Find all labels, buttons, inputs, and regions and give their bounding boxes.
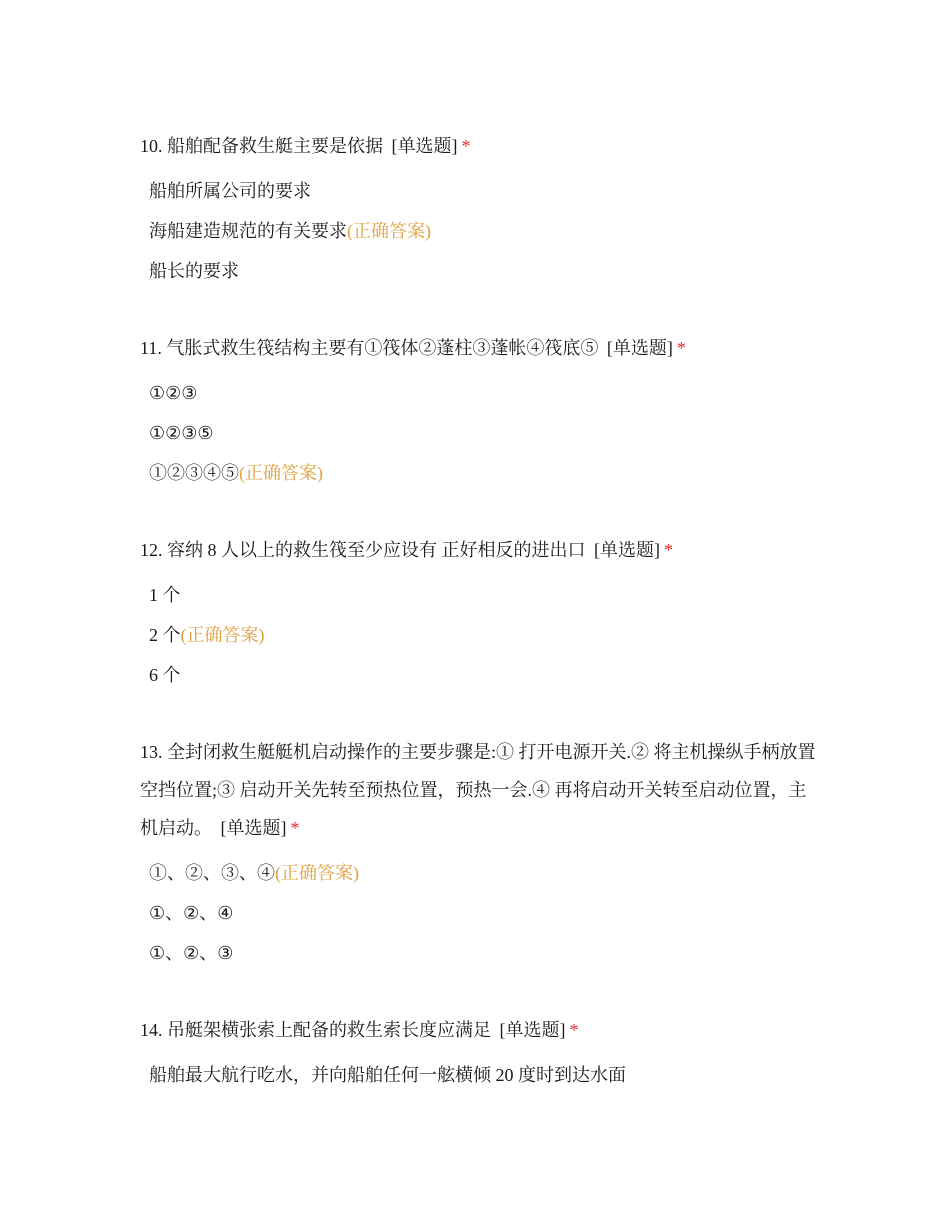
- option[interactable]: [149, 655, 820, 695]
- option[interactable]: [149, 251, 820, 291]
- required-mark: *: [569, 1020, 579, 1040]
- option-text: ①、②、③: [149, 943, 234, 963]
- question-title: [140, 733, 820, 847]
- option[interactable]: [149, 171, 820, 211]
- question-title: [140, 531, 820, 569]
- option[interactable]: [149, 853, 820, 893]
- option-text: ①②③④⑤: [149, 463, 239, 483]
- option-text: 船舶最大航行吃水，并向船舶任何一舷横倾 20 度时到达水面: [149, 1065, 626, 1085]
- question-type: [单选题]: [220, 818, 287, 838]
- question-title: [140, 329, 820, 367]
- option[interactable]: [149, 933, 820, 973]
- question-number: 11.: [140, 338, 162, 358]
- correct-answer-label: (正确答案): [275, 863, 359, 883]
- question-title: [140, 127, 820, 165]
- option[interactable]: [149, 453, 820, 493]
- option[interactable]: [149, 373, 820, 413]
- option-text: ①②③: [149, 383, 198, 403]
- question-number: 14.: [140, 1020, 163, 1040]
- option[interactable]: [149, 575, 820, 615]
- question-text: 气胀式救生筏结构主要有①筏体②蓬柱③蓬帐④筏底⑤: [166, 338, 599, 358]
- question-number: 12.: [140, 540, 163, 560]
- option-text: 船舶所属公司的要求: [149, 181, 311, 201]
- required-mark: *: [461, 136, 471, 156]
- option-text: 1 个: [149, 585, 181, 605]
- question-type: [单选题]: [594, 540, 660, 560]
- option-text: 2 个: [149, 625, 181, 645]
- option-text: ①、②、④: [149, 903, 234, 923]
- question-number: 10.: [140, 136, 163, 156]
- question-title: [140, 1011, 820, 1049]
- option-text: ①、②、③、④: [149, 863, 275, 883]
- options-list: [140, 373, 820, 493]
- option[interactable]: [149, 211, 820, 251]
- question-type: [单选题]: [391, 136, 458, 156]
- question-text: 全封闭救生艇艇机启动操作的主要步骤是:① 打开电源开关.② 将主机操纵手柄放置空挡位置;③ 启动开关先转至预热位置，预热一会.④ 再将启动开关转至启动位置，主机启动。: [140, 742, 816, 838]
- option[interactable]: [149, 413, 820, 453]
- option-text: ①②③⑤: [149, 423, 214, 443]
- question-number: 13.: [140, 742, 163, 762]
- question-text: 吊艇架横张索上配备的救生索长度应满足: [167, 1020, 491, 1040]
- question-10: [140, 127, 820, 291]
- correct-answer-label: (正确答案): [347, 221, 431, 241]
- question-type: [单选题]: [499, 1020, 566, 1040]
- required-mark: *: [664, 540, 673, 560]
- options-list: [140, 575, 820, 695]
- question-11: [140, 329, 820, 493]
- question-type: [单选题]: [606, 338, 673, 358]
- question-text: 容纳 8 人以上的救生筏至少应设有 正好相反的进出口: [167, 540, 586, 560]
- option-text: 船长的要求: [149, 261, 239, 281]
- question-13: [140, 733, 820, 973]
- required-mark: *: [290, 818, 300, 838]
- question-14: [140, 1011, 820, 1095]
- option[interactable]: [149, 1055, 820, 1095]
- options-list: [140, 853, 820, 973]
- correct-answer-label: (正确答案): [239, 463, 323, 483]
- option[interactable]: [149, 893, 820, 933]
- correct-answer-label: (正确答案): [180, 625, 265, 645]
- question-text: 船舶配备救生艇主要是依据: [167, 136, 383, 156]
- options-list: [140, 1055, 820, 1095]
- option-text: 6 个: [149, 665, 181, 685]
- option[interactable]: [149, 615, 820, 655]
- options-list: [140, 171, 820, 291]
- option-text: 海船建造规范的有关要求: [149, 221, 347, 241]
- required-mark: *: [676, 338, 686, 358]
- question-12: [140, 531, 820, 695]
